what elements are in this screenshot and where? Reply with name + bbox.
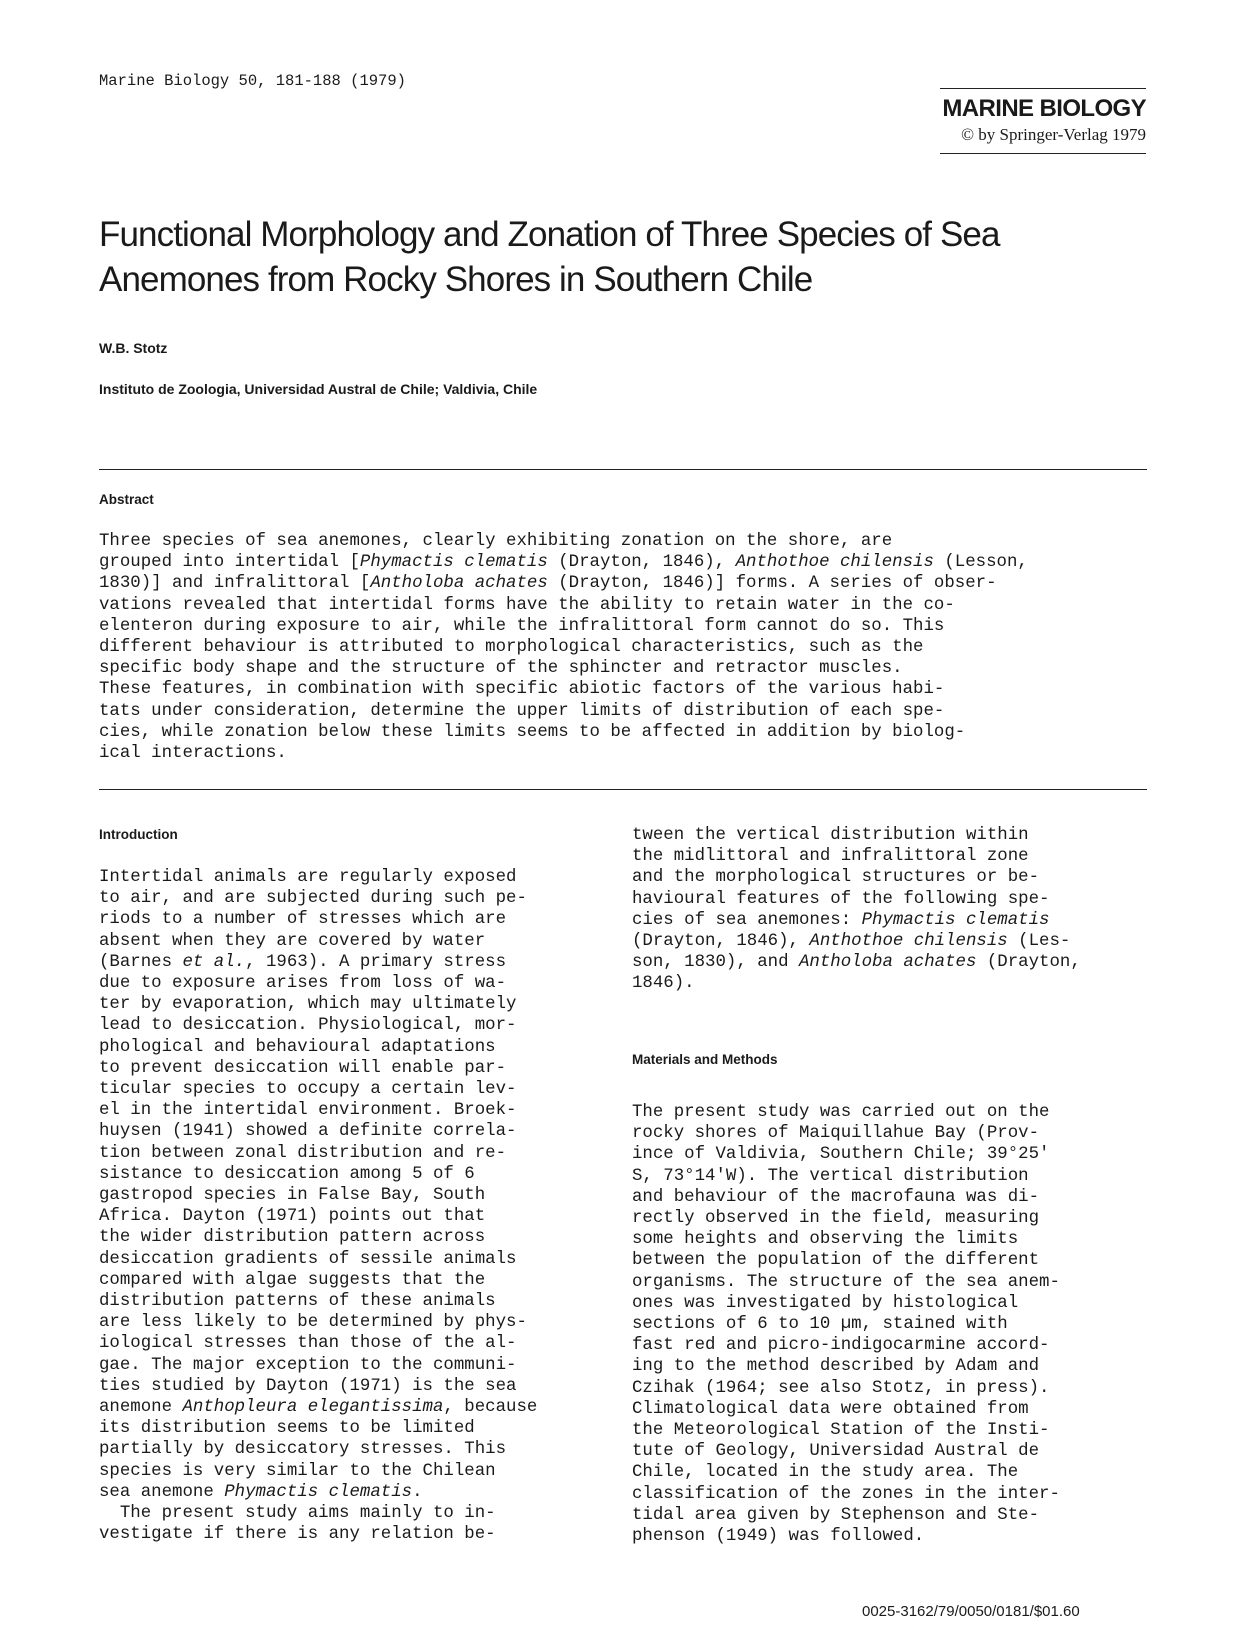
journal-name: MARINE BIOLOGY bbox=[942, 95, 1146, 122]
text-line: Intertidal animals are regularly exposed bbox=[99, 868, 517, 887]
text-line: and the morphological structures or be- bbox=[632, 868, 1040, 888]
journal-copyright: © by Springer-Verlag 1979 bbox=[961, 125, 1146, 144]
journal-box bbox=[940, 88, 1146, 154]
text-line: different behaviour is attributed to morphological characteristics, such as the bbox=[99, 638, 924, 658]
text-line: 1830)] and infralittoral [Antholoba achates (Drayton, 1846)] forms. A series of obser- bbox=[99, 574, 997, 594]
text-line: Climatological data were obtained from bbox=[632, 1399, 1029, 1419]
text-line: and behaviour of the macrofauna was di- bbox=[632, 1187, 1040, 1207]
abstract-heading: Abstract bbox=[99, 492, 154, 507]
text-line: son, 1830), and Antholoba achates (Drayton, bbox=[632, 953, 1081, 973]
text-line: organisms. The structure of the sea anem- bbox=[632, 1272, 1060, 1292]
text-line: tute of Geology, Universidad Austral de bbox=[632, 1442, 1040, 1462]
text-line: Three species of sea anemones, clearly exhibiting zonation on the shore, are bbox=[99, 532, 893, 551]
text-line: phological and behavioural adaptations bbox=[99, 1037, 496, 1057]
text-line: ones was investigated by histological bbox=[632, 1293, 1019, 1313]
text-line: species is very similar to the Chilean bbox=[99, 1461, 496, 1481]
text-line: grouped into intertidal [Phymactis clematis (Drayton, 1846), Anthothoe chilensis (Lesson, bbox=[99, 553, 1028, 573]
text-line: gastropod species in False Bay, South bbox=[99, 1186, 486, 1206]
text-line: (Drayton, 1846), Anthothoe chilensis (Les- bbox=[632, 932, 1071, 952]
text-line: tween the vertical distribution within bbox=[632, 826, 1029, 845]
methods-body bbox=[632, 1102, 1060, 1547]
text-line: cies, while zonation below these limits seems to be affected in addition by biolog- bbox=[99, 722, 966, 742]
text-line: between the population of the different bbox=[632, 1251, 1040, 1271]
text-line: compared with algae suggests that the bbox=[99, 1270, 486, 1290]
divider-bottom bbox=[99, 789, 1147, 790]
text-line: iological stresses than those of the al- bbox=[99, 1334, 517, 1354]
text-line: specific body shape and the structure of the sphincter and retractor muscles. bbox=[99, 659, 903, 679]
text-line: S, 73°14'W). The vertical distribution bbox=[632, 1166, 1029, 1186]
text-line: distribution patterns of these animals bbox=[99, 1292, 496, 1312]
text-line: phenson (1949) was followed. bbox=[632, 1527, 925, 1547]
text-line: el in the intertidal environment. Broek- bbox=[99, 1101, 517, 1121]
text-line: (Barnes et al., 1963). A primary stress bbox=[99, 952, 507, 972]
text-line: vestigate if there is any relation be- bbox=[99, 1525, 496, 1545]
text-line: its distribution seems to be limited bbox=[99, 1419, 475, 1439]
text-line: the Meteorological Station of the Insti- bbox=[632, 1421, 1050, 1441]
introduction-body bbox=[99, 867, 537, 1546]
text-line: lead to desiccation. Physiological, mor- bbox=[99, 1016, 517, 1036]
citation-line: Marine Biology 50, 181-188 (1979) bbox=[99, 72, 406, 90]
text-line: 1846). bbox=[632, 974, 695, 994]
text-line: gae. The major exception to the communi- bbox=[99, 1355, 517, 1375]
text-line: sistance to desiccation among 5 of 6 bbox=[99, 1164, 475, 1184]
text-line: partially by desiccatory stresses. This bbox=[99, 1440, 507, 1460]
text-line: are less likely to be determined by phys- bbox=[99, 1313, 527, 1333]
affiliation: Instituto de Zoologia, Universidad Austral de Chile; Valdivia, Chile bbox=[99, 381, 538, 397]
footer-code: 0025-3162/79/0050/0181/$01.60 bbox=[862, 1603, 1080, 1620]
journal-bottom-rule bbox=[940, 153, 1146, 154]
text-line: cies of sea anemones: Phymactis clematis bbox=[632, 910, 1050, 930]
text-line: ince of Valdivia, Southern Chile; 39°25' bbox=[632, 1145, 1050, 1165]
text-line: rectly observed in the field, measuring bbox=[632, 1209, 1040, 1229]
abstract-body bbox=[99, 531, 1028, 764]
text-line: absent when they are covered by water bbox=[99, 931, 486, 951]
text-line: The present study aims mainly to in- bbox=[99, 1504, 496, 1524]
text-line: tion between zonal distribution and re- bbox=[99, 1143, 507, 1163]
text-line: to air, and are subjected during such pe- bbox=[99, 889, 527, 909]
text-line: desiccation gradients of sessile animals bbox=[99, 1249, 517, 1269]
text-line: fast red and picro-indigocarmine accord- bbox=[632, 1336, 1050, 1356]
text-line: tidal area given by Stephenson and Ste- bbox=[632, 1505, 1040, 1525]
text-line: ticular species to occupy a certain lev- bbox=[99, 1080, 517, 1100]
text-line: ing to the method described by Adam and bbox=[632, 1357, 1040, 1377]
text-line: havioural features of the following spe- bbox=[632, 889, 1050, 909]
text-line: Africa. Dayton (1971) points out that bbox=[99, 1207, 486, 1227]
text-line: the wider distribution pattern across bbox=[99, 1228, 486, 1248]
text-line: ter by evaporation, which may ultimately bbox=[99, 995, 517, 1015]
text-line: the midlittoral and infralittoral zone bbox=[632, 847, 1029, 867]
text-line: huysen (1941) showed a definite correla- bbox=[99, 1122, 517, 1142]
text-line: some heights and observing the limits bbox=[632, 1230, 1019, 1250]
text-line: These features, in combination with specific abiotic factors of the various habi- bbox=[99, 680, 945, 700]
divider-top bbox=[99, 469, 1147, 470]
introduction-continued bbox=[632, 825, 1081, 995]
author: W.B. Stotz bbox=[99, 340, 168, 356]
journal-top-rule bbox=[940, 88, 1146, 89]
text-line: elenteron during exposure to air, while the infralittoral form cannot do so. This bbox=[99, 616, 945, 636]
text-line: sections of 6 to 10 µm, stained with bbox=[632, 1315, 1008, 1335]
text-line: Czihak (1964; see also Stotz, in press). bbox=[632, 1378, 1050, 1398]
article-title: Functional Morphology and Zonation of Three Species of Sea Anemones from Rocky Shores in Southern Chile bbox=[99, 215, 1000, 299]
text-line: to prevent desiccation will enable par- bbox=[99, 1058, 507, 1078]
text-line: Chile, located in the study area. The bbox=[632, 1463, 1019, 1483]
text-line: sea anemone Phymactis clematis. bbox=[99, 1482, 423, 1502]
text-line: rocky shores of Maiquillahue Bay (Prov- bbox=[632, 1124, 1040, 1144]
text-line: ical interactions. bbox=[99, 744, 287, 764]
text-line: tats under consideration, determine the upper limits of distribution of each spe- bbox=[99, 701, 945, 721]
methods-heading: Materials and Methods bbox=[632, 1052, 778, 1067]
introduction-heading: Introduction bbox=[99, 827, 178, 842]
text-line: vations revealed that intertidal forms have the ability to retain water in the co- bbox=[99, 595, 955, 615]
text-line: ties studied by Dayton (1971) is the sea bbox=[99, 1376, 517, 1396]
text-line: classification of the zones in the inter- bbox=[632, 1484, 1060, 1504]
text-line: The present study was carried out on the bbox=[632, 1103, 1050, 1122]
text-line: anemone Anthopleura elegantissima, because bbox=[99, 1398, 538, 1418]
text-line: due to exposure arises from loss of wa- bbox=[99, 974, 507, 994]
text-line: riods to a number of stresses which are bbox=[99, 910, 507, 930]
